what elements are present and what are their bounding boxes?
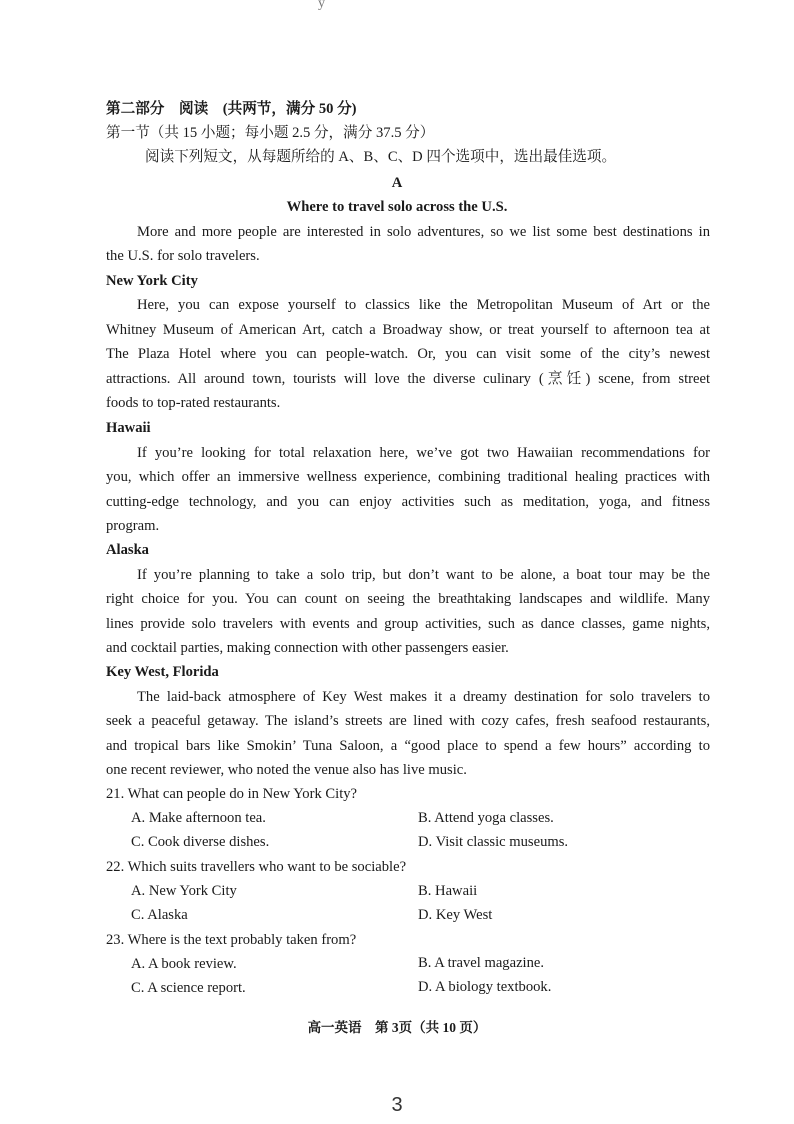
paragraph-line: right choice for you. You can count on seeing the breathtaking landscapes and wildlife. Many [106, 591, 710, 607]
paragraph-line: foods to top-rated restaurants. [106, 395, 281, 411]
passage-title: Where to travel solo across the U.S. [286, 199, 508, 215]
paragraph-line: you, which offer an immersive wellness experience, combining traditional healing practices with [106, 469, 710, 485]
paragraph-line: Whitney Museum of American Art, catch a Broadway show, or treat yourself to afternoon tea at [106, 322, 710, 338]
paragraph-line: If you’re looking for total relaxation here, we’ve got two Hawaiian recommendations for [137, 445, 710, 461]
question-23-option-a[interactable]: A. A book review. [131, 956, 237, 972]
question-23-option-b[interactable]: B. A travel magazine. [418, 955, 545, 971]
paragraph-line: lines provide solo travelers with events and group activities, such as dance classes, game nights, [106, 616, 710, 632]
paragraph-line: seek a peaceful getaway. The island’s streets are lined with cozy cafes, fresh seafood restaurants, [106, 713, 710, 729]
part-title: 第二部分 阅读 (共两节，满分 50 分) [106, 101, 357, 117]
question-21-option-d[interactable]: D. Visit classic museums. [418, 834, 569, 850]
top-mark: y [318, 0, 325, 11]
intro-line: More and more people are interested in solo adventures, so we list some best destinations in [137, 224, 710, 240]
question-22-option-a[interactable]: A. New York City [131, 883, 237, 899]
paragraph-line: cutting-edge technology, and you can enjoy activities such as meditation, yoga, and fitness [106, 494, 710, 510]
question-23-option-c[interactable]: C. A science report. [131, 980, 246, 996]
passage-label: A [391, 175, 403, 191]
question-23-stem: 23. Where is the text probably taken from? [106, 932, 357, 948]
paragraph-line: If you’re planning to take a solo trip, but don’t want to be alone, a boat tour may be the [137, 567, 710, 583]
intro-line: the U.S. for solo travelers. [106, 248, 260, 264]
question-21-stem: 21. What can people do in New York City? [106, 786, 358, 802]
question-23-option-d[interactable]: D. A biology textbook. [418, 979, 552, 995]
paragraph-line: Here, you can expose yourself to classics like the Metropolitan Museum of Art or the [137, 297, 710, 313]
paragraph-line: one recent reviewer, who noted the venue also has live music. [106, 762, 467, 778]
question-21-option-b[interactable]: B. Attend yoga classes. [418, 810, 554, 826]
page-number: 3 [391, 1094, 403, 1116]
instruction: 阅读下列短文，从每题所给的 A、B、C、D 四个选项中，选出最佳选项。 [145, 149, 617, 165]
paragraph-line: The laid-back atmosphere of Key West makes it a dreamy destination for solo travelers to [137, 689, 710, 705]
page-footer: 高一英语 第 3页（共 10 页） [307, 1020, 487, 1035]
section-heading-key-west: Key West, Florida [106, 664, 219, 680]
paragraph-line: and cocktail parties, making connection with other passengers easier. [106, 640, 509, 656]
question-22-option-b[interactable]: B. Hawaii [418, 883, 478, 899]
section-heading-new-york: New York City [106, 273, 198, 289]
paragraph-line: The Plaza Hotel where you can people-watch. Or, you can visit some of the city’s newest [106, 346, 710, 362]
question-22-stem: 22. Which suits travellers who want to be sociable? [106, 859, 407, 875]
paragraph-line: and tropical bars like Smokin’ Tuna Saloon, a “good place to spend a few hours” according to [106, 738, 710, 754]
question-21-option-a[interactable]: A. Make afternoon tea. [131, 810, 266, 826]
paragraph-line: program. [106, 518, 160, 534]
question-22-option-d[interactable]: D. Key West [418, 907, 493, 923]
section-title: 第一节（共 15 小题；每小题 2.5 分，满分 37.5 分） [106, 125, 435, 141]
question-22-option-c[interactable]: C. Alaska [131, 907, 188, 923]
paragraph-line: attractions. All around town, tourists will love the diverse culinary (烹饪) scene, from street [106, 371, 710, 387]
section-heading-hawaii: Hawaii [106, 420, 151, 436]
section-heading-alaska: Alaska [106, 542, 149, 558]
question-21-option-c[interactable]: C. Cook diverse dishes. [131, 834, 270, 850]
